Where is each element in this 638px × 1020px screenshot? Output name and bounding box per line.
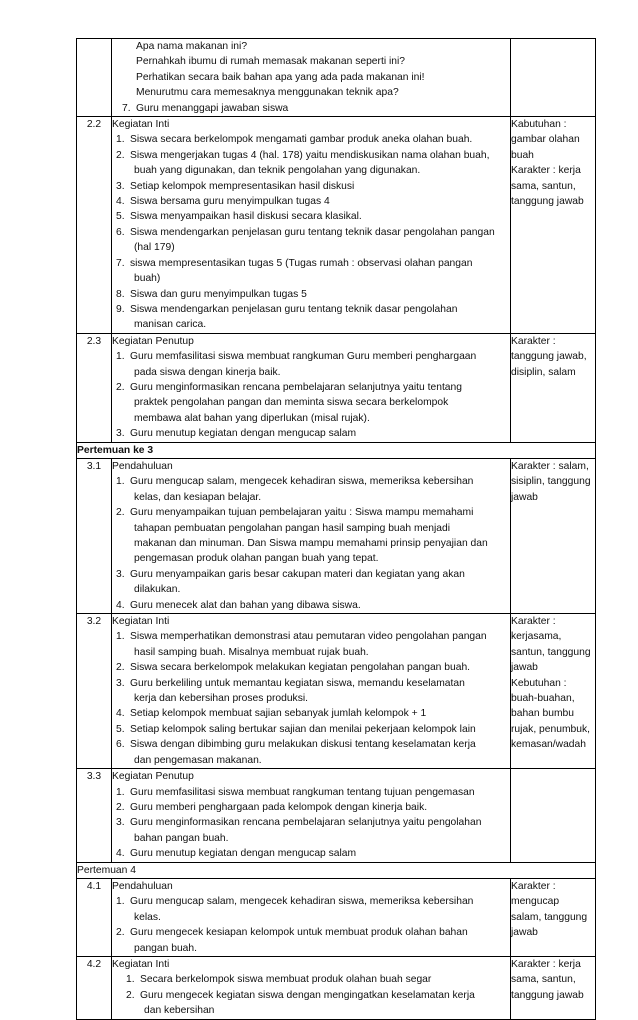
list-item-line: Guru berkeliling untuk memantau kegiatan siswa, memandu keselamatan [130,677,465,689]
activity-cell [112,878,511,956]
list-item-line: praktek pengolahan pangan dan meminta siswa secara berkelompok [134,397,449,409]
list-item-number: 1. [116,351,125,363]
list-item-number: 1. [116,134,125,146]
list-item [116,426,510,441]
list-item-line: Siswa memperhatikan demonstrasi atau pemutaran video pengolahan pangan [130,631,487,643]
activity-row [77,614,596,769]
list-item-number: 5. [116,211,125,223]
list-item-line: Guru menginformasikan rencana pembelajaran selanjutnya yaitu tentang [130,381,462,393]
meeting-title: Pertemuan 4 [77,862,596,878]
list-item [116,846,510,861]
list-item-line: siswa mempresentasikan tugas 5 (Tugas rumah : observasi olahan pangan [130,257,473,269]
list-item-line: Guru menyampaikan tujuan pembelajaran yaitu : Siswa mampu memahami [130,507,474,519]
notes-cell [511,458,596,613]
list-item-line: Guru menyampaikan garis besar cakupan materi dan kegiatan yang akan [130,568,465,580]
meeting-title: Pertemuan ke 3 [77,442,596,458]
list-item-number: 1. [116,896,125,908]
list-item-line: dan pengemasan makanan. [134,754,262,766]
note-line: Karakter : kerja [511,165,581,177]
activity-cell [112,117,511,334]
note-line: Kebutuhan : [511,677,567,689]
list-item-line: tahapan pembuatan pengolahan pangan hasil samping buah menjadi [134,522,451,534]
activity-row [77,769,596,862]
list-item [116,505,510,567]
note-line: sama, santun, [511,180,576,192]
list-item-number: 2. [116,662,125,674]
list-item-line: membawa alat bahan yang diperlukan (misal rujak). [134,412,370,424]
note-line: tanggung jawab [511,989,584,1001]
list-item [116,676,510,707]
note-line: Karakter : [511,616,556,628]
note-line: Karakter : [511,880,556,892]
list-item-number: 4. [116,196,125,208]
activity-heading: Kegiatan Penutup [112,771,194,783]
list-item-number: 2. [116,801,125,813]
list-item-number: 5. [116,723,125,735]
note-line: jawab [511,491,538,503]
list-item-number: 2. [116,507,125,519]
list-item-line: pengemasan produk olahan pangan buah yang tepat. [134,553,379,565]
note-line: sisiplin, tanggung [511,476,591,488]
list-item [116,737,510,768]
list-item-line: Siswa menyampaikan hasil diskusi secara klasikal. [130,211,362,223]
list-item-line: pangan buah. [134,942,197,954]
step-number: 4.2 [77,956,112,1019]
list-item-line: dan kebersihan [144,1005,215,1017]
list-item [116,302,510,333]
notes-cell [511,878,596,956]
activity-cell [112,614,511,769]
list-item-number: 7. [122,102,131,114]
activity-heading: Kegiatan Inti [112,119,170,131]
list-item-number: 3. [116,180,125,192]
step-number: 3.2 [77,614,112,769]
list-item-line: Siswa secara berkelompok mengamati gambar produk aneka olahan buah. [130,134,473,146]
list-item-number: 6. [116,226,125,238]
list-item-line: Guru memberi penghargaan pada kelompok dengan kinerja baik. [130,801,428,813]
list-item [116,194,510,209]
note-line: Karakter : kerja [511,958,581,970]
activity-row [77,333,596,442]
list-item [116,567,510,598]
activity-row [77,458,596,613]
note-line: salam, tanggung [511,911,588,923]
list-item-line: Guru menecek alat dan bahan yang dibawa siswa. [130,599,361,611]
note-line: sama, santun, [511,974,576,986]
activity-cell [112,769,511,862]
list-item-line: Guru mengucap salam, mengecek kehadiran siswa, memeriksa kebersihan [130,476,474,488]
list-item [116,598,510,613]
activity-heading: Kegiatan Penutup [112,335,194,347]
list-item-line: Secara berkelompok siswa membuat produk olahan buah segar [140,974,432,986]
activity-cell [112,39,511,117]
list-item-line: pada siswa dengan kinerja baik. [134,366,281,378]
list-item-line: hasil samping buah. Misalnya membuat rujak buah. [134,646,369,658]
step-number: 4.1 [77,878,112,956]
question-line: Menurutmu cara memesaknya menggunakan teknik apa? [136,87,399,99]
list-item-line: Guru menutup kegiatan dengan mengucap salam [130,428,357,440]
list-item-line: Setiap kelompok saling bertukar sajian dan menilai pekerjaan kelompok lain [130,723,476,735]
activity-cell [112,458,511,613]
note-line: buah-buahan, [511,693,575,705]
step-number: 2.3 [77,333,112,442]
list-item-line: Siswa mengerjakan tugas 4 (hal. 178) yaitu mendiskusikan nama olahan buah, [130,149,490,161]
activity-row [77,878,596,956]
list-item-number: 1. [116,631,125,643]
list-item-line: Siswa mendengarkan penjelasan guru tentang teknik dasar pengolahan [130,303,458,315]
list-item [116,225,510,256]
list-item-line: Guru mengecek kegiatan siswa dengan mengingatkan keselamatan kerja [140,989,475,1001]
activity-cell [112,956,511,1019]
list-item-line: manisan carica. [134,319,207,331]
list-item-number: 3. [116,677,125,689]
notes-cell [511,614,596,769]
list-item-number: 4. [116,708,125,720]
list-item [126,972,510,987]
note-line: buah [511,149,534,161]
step-number [77,39,112,117]
list-item-number: 2. [126,989,135,1001]
step-number: 2.2 [77,117,112,334]
list-item [116,132,510,147]
notes-cell [511,117,596,334]
list-item [116,179,510,194]
list-item-number: 1. [126,974,135,986]
list-item [122,101,510,116]
step-number: 3.3 [77,769,112,862]
list-item-line: Guru memfasilitasi siswa membuat rangkuman tentang tujuan pengemasan [130,786,475,798]
activity-cell [112,333,511,442]
list-item-line: Siswa dan guru menyimpulkan tugas 5 [130,288,307,300]
list-item-line: Guru menanggapi jawaban siswa [136,102,289,114]
meeting-header-row [77,862,596,878]
meeting-header-row [77,442,596,458]
list-item-line: kelas. [134,911,161,923]
list-item-number: 8. [116,288,125,300]
list-item [116,287,510,302]
list-item-line: bahan pangan buah. [134,832,229,844]
note-line: disiplin, salam [511,366,576,378]
list-item [116,925,510,956]
list-item-number: 2. [116,927,125,939]
list-item-number: 3. [116,428,125,440]
activity-row [77,117,596,334]
list-item-line: Siswa bersama guru menyimpulkan tugas 4 [130,196,330,208]
notes-cell [511,39,596,117]
list-item-line: Setiap kelompok mempresentasikan hasil diskusi [130,180,355,192]
note-line: kerjasama, [511,631,562,643]
list-item-number: 6. [116,739,125,751]
list-item [116,800,510,815]
list-item-number: 1. [116,786,125,798]
list-item-line: Guru menutup kegiatan dengan mengucap salam [130,848,357,860]
note-line: jawab [511,662,538,674]
list-item [116,256,510,287]
lesson-plan-table [76,38,596,1020]
list-item-number: 3. [116,817,125,829]
list-item-line: Guru mengecek kesiapan kelompok untuk membuat produk olahan bahan [130,927,468,939]
note-line: kemasan/wadah [511,739,586,751]
note-line: tanggung jawab [511,196,584,208]
list-item-line: makanan dan minuman. Dan Siswa mampu memahami prinsip penyajian dan [134,538,488,549]
note-line: mengucap [511,896,560,908]
note-line: gambar olahan [511,134,580,146]
list-item-number: 4. [116,848,125,860]
activity-row [77,956,596,1019]
list-item-number: 2. [116,149,125,161]
list-item-line: Setiap kelompok membuat sajian sebanyak jumlah kelompok + 1 [130,708,427,720]
list-item [116,629,510,660]
list-item-line: (hal 179) [134,242,175,254]
activity-heading: Pendahuluan [112,880,173,892]
list-item-line: kerja dan kebersihan proses produksi. [134,693,309,705]
note-line: santun, tanggung [511,646,591,658]
activity-heading: Kegiatan Inti [112,958,170,970]
list-item-line: Siswa secara berkelompok melakukan kegiatan pengolahan pangan buah. [130,662,471,674]
list-item [116,894,510,925]
list-item [116,785,510,800]
list-item [116,706,510,721]
list-item [116,148,510,179]
note-line: jawab [511,927,538,939]
list-item-number: 9. [116,303,125,315]
note-line: Karakter : [511,335,556,347]
list-item [116,349,510,380]
note-line: Kabutuhan : [511,119,567,131]
note-line: Karakter : salam, [511,460,589,472]
note-line: bahan bumbu [511,708,574,720]
activity-heading: Pendahuluan [112,460,173,472]
question-line: Perhatikan secara baik bahan apa yang ada pada makanan ini! [136,71,425,83]
list-item [116,660,510,675]
list-item-number: 2. [116,381,125,393]
list-item-line: kelas, dan kesiapan belajar. [134,491,262,503]
list-item [126,988,510,1019]
list-item-line: Guru mengucap salam, mengecek kehadiran siswa, memeriksa kebersihan [130,896,474,908]
notes-cell [511,333,596,442]
activity-row [77,39,596,117]
activity-heading: Kegiatan Inti [112,616,170,628]
list-item [116,815,510,846]
list-item-line: Siswa dengan dibimbing guru melakukan diskusi tentang keselamatan kerja [130,739,476,751]
list-item-number: 3. [116,568,125,580]
list-item [116,722,510,737]
question-line: Pernahkah ibumu di rumah memasak makanan seperti ini? [136,56,406,68]
list-item-line: dilakukan. [134,584,181,596]
note-line: tanggung jawab, [511,351,587,363]
notes-cell [511,769,596,862]
list-item [116,474,510,505]
list-item-line: Guru menginformasikan rencana pembelajaran selanjutnya yaitu pengolahan [130,817,482,829]
list-item [116,380,510,426]
notes-cell [511,956,596,1019]
list-item-number: 1. [116,476,125,488]
step-number: 3.1 [77,458,112,613]
question-line: Apa nama makanan ini? [136,41,248,52]
list-item-line: Siswa mendengarkan penjelasan guru tentang teknik dasar pengolahan pangan [130,226,495,238]
list-item-number: 7. [116,257,125,269]
list-item [116,209,510,224]
list-item-line: Guru memfasilitasi siswa membuat rangkuman Guru memberi penghargaan [130,351,477,363]
list-item-line: buah yang digunakan, dan teknik pengolahan yang digunakan. [134,165,421,177]
list-item-line: buah) [134,273,161,285]
list-item-number: 4. [116,599,125,611]
note-line: rujak, penumbuk, [511,723,590,735]
